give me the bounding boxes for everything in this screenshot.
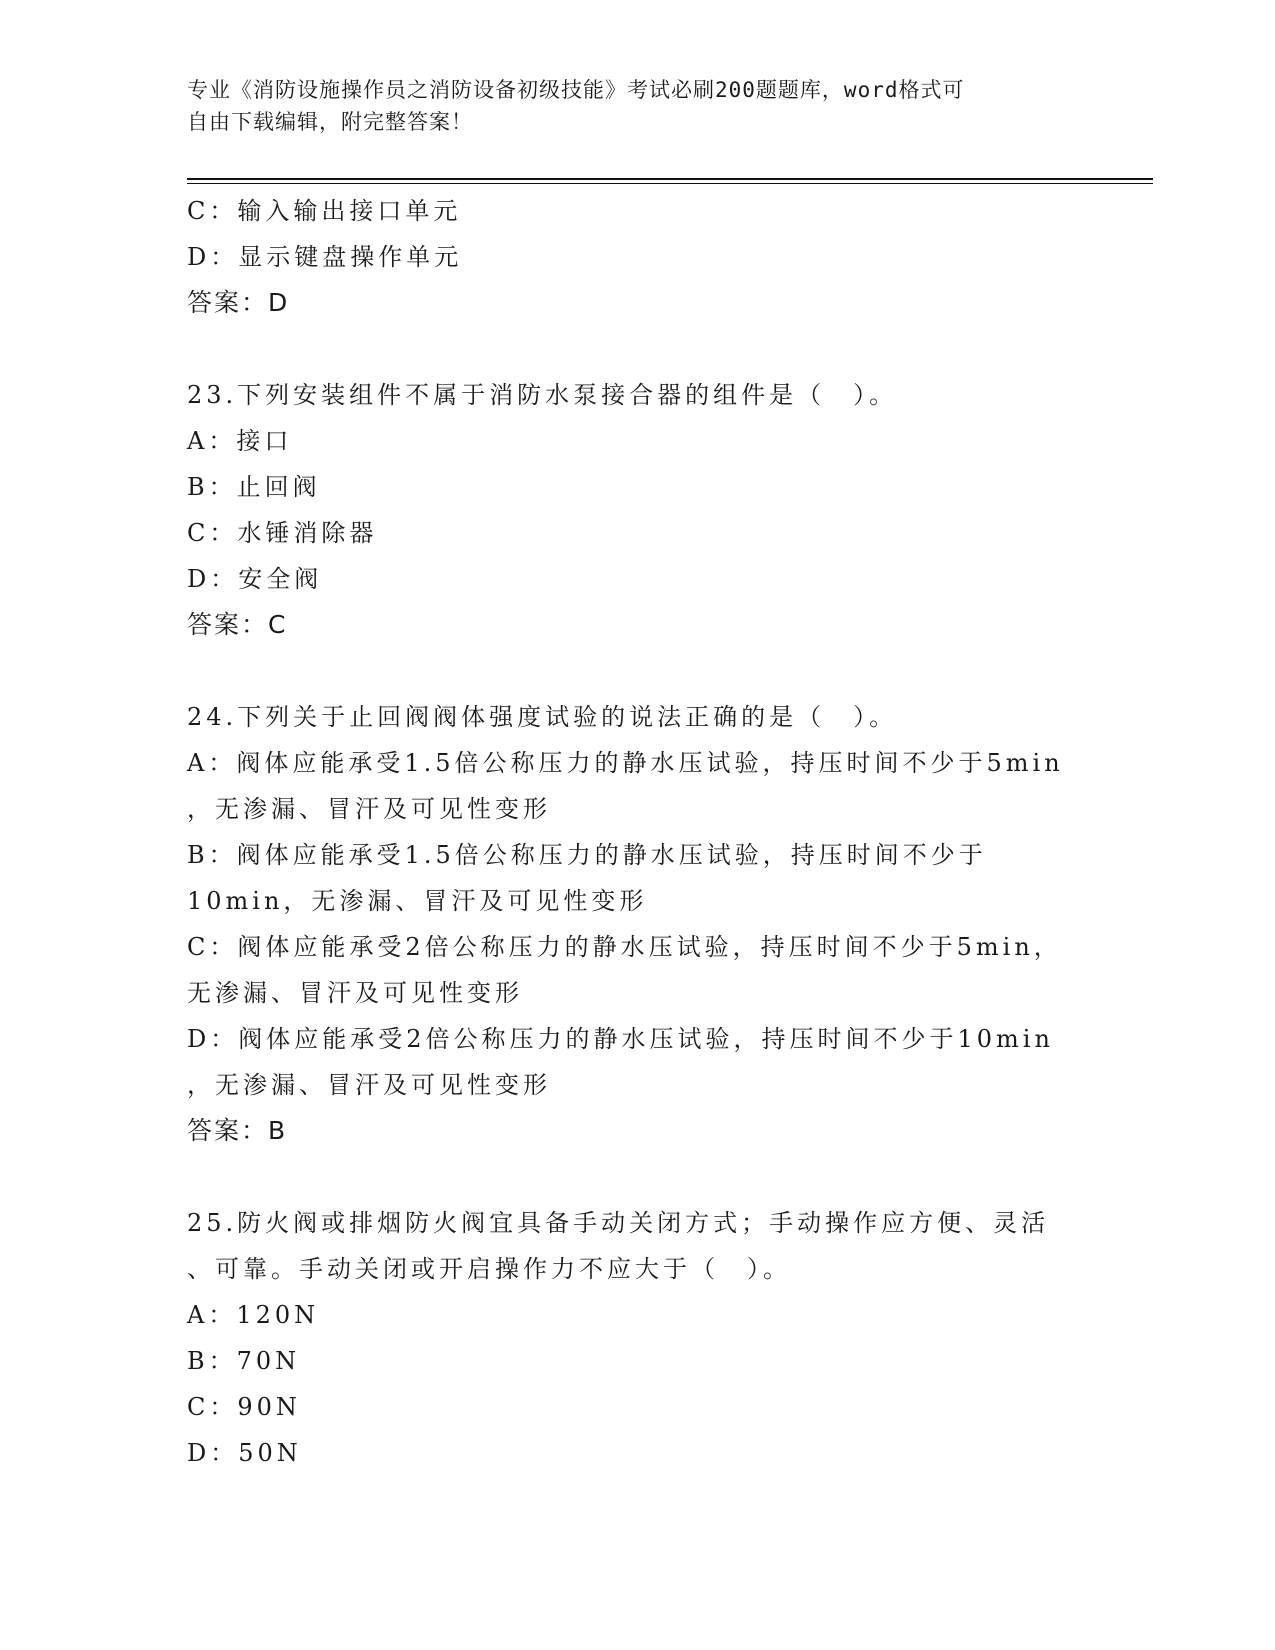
option-c-line-2: 无渗漏、冒汗及可见性变形 bbox=[187, 979, 523, 1007]
option-d: D：50N bbox=[187, 1439, 302, 1467]
header-line-2: 自由下载编辑，附完整答案！ bbox=[187, 110, 473, 134]
option-c: C：输入输出接口单元 bbox=[187, 197, 462, 225]
header-divider-thick bbox=[187, 178, 1153, 180]
spacer bbox=[187, 648, 1087, 694]
header-line-1: 专业《消防设施操作员之消防设备初级技能》考试必刷200题题库，word格式可 bbox=[187, 78, 965, 102]
document-header bbox=[187, 74, 1087, 138]
option-c: C：90N bbox=[187, 1393, 301, 1421]
question-text: 24.下列关于止回阀阀体强度试验的说法正确的是（ ）。 bbox=[187, 703, 898, 731]
answer: 答案：D bbox=[187, 288, 290, 317]
spacer bbox=[187, 1154, 1087, 1200]
option-d: D：显示键盘操作单元 bbox=[187, 243, 463, 271]
question-22 bbox=[187, 188, 1087, 326]
spacer bbox=[187, 326, 1087, 372]
question-text: 23.下列安装组件不属于消防水泵接合器的组件是（ ）。 bbox=[187, 381, 898, 409]
option-b: B：止回阀 bbox=[187, 473, 321, 501]
header-divider-thin bbox=[187, 183, 1153, 184]
option-c: C：水锤消除器 bbox=[187, 519, 378, 547]
question-24 bbox=[187, 694, 1087, 1154]
option-b-line-1: B：阀体应能承受1.5倍公称压力的静水压试验，持压时间不少于 bbox=[187, 841, 987, 869]
option-a-line-2: ，无渗漏、冒汗及可见性变形 bbox=[187, 795, 551, 823]
question-text-line-1: 25.防火阀或排烟防火阀宜具备手动关闭方式；手动操作应方便、灵活 bbox=[187, 1209, 1050, 1237]
question-list bbox=[187, 188, 1087, 1476]
answer: 答案：B bbox=[187, 1116, 288, 1145]
option-a-line-1: A：阀体应能承受1.5倍公称压力的静水压试验，持压时间不少于5min bbox=[187, 749, 1064, 777]
option-c-line-1: C：阀体应能承受2倍公称压力的静水压试验，持压时间不少于5min， bbox=[187, 933, 1062, 961]
question-text-line-2: 、可靠。手动关闭或开启操作力不应大于（ ）。 bbox=[187, 1255, 791, 1283]
option-a: A：120N bbox=[187, 1301, 320, 1329]
question-23 bbox=[187, 372, 1087, 648]
option-d-line-1: D：阀体应能承受2倍公称压力的静水压试验，持压时间不少于10min bbox=[187, 1025, 1054, 1053]
option-a: A：接口 bbox=[187, 427, 293, 455]
question-25 bbox=[187, 1200, 1087, 1476]
option-b-line-2: 10min，无渗漏、冒汗及可见性变形 bbox=[187, 887, 648, 915]
option-d: D：安全阀 bbox=[187, 565, 323, 593]
answer: 答案：C bbox=[187, 610, 288, 639]
option-d-line-2: ，无渗漏、冒汗及可见性变形 bbox=[187, 1071, 551, 1099]
option-b: B：70N bbox=[187, 1347, 301, 1375]
